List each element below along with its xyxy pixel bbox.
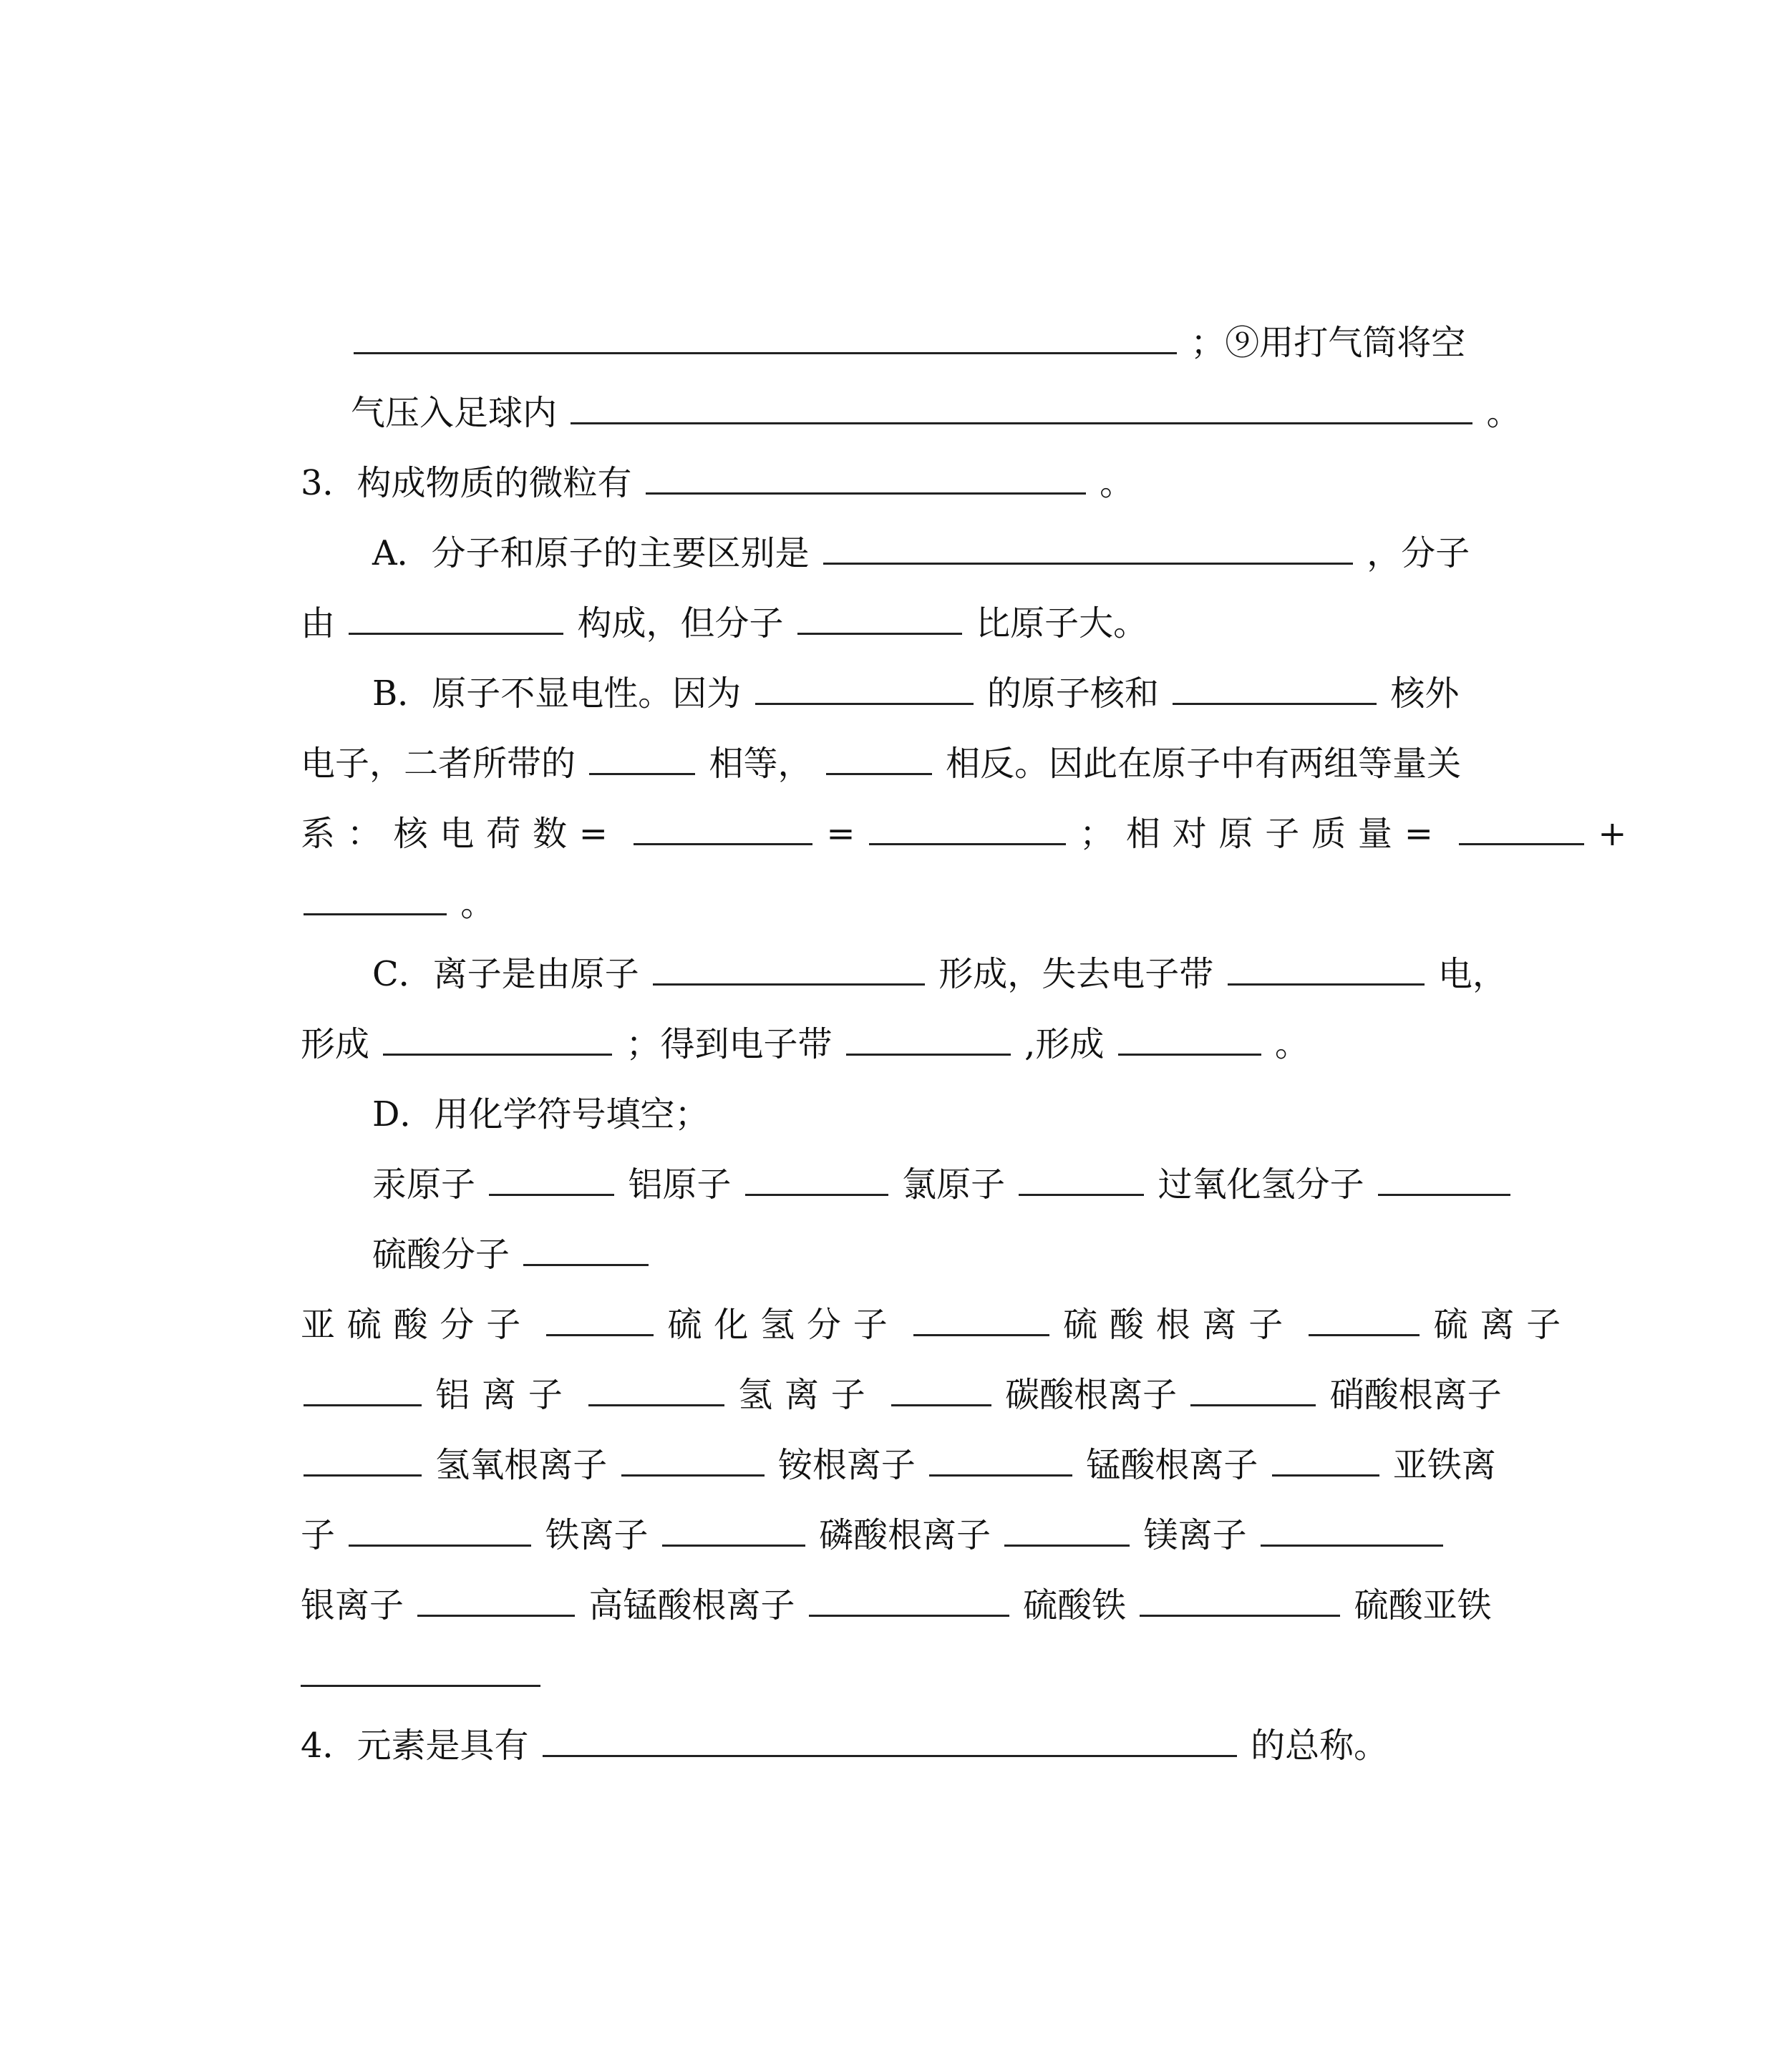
line-2 xyxy=(351,378,1521,448)
answer-blank[interactable] xyxy=(646,490,1086,495)
answer-blank[interactable] xyxy=(869,840,1066,845)
part-d-line-4 xyxy=(301,1360,1502,1430)
line-text: 硫化氢分子 xyxy=(667,1305,900,1345)
line-text: 相等， xyxy=(709,744,812,784)
answer-blank[interactable] xyxy=(913,1331,1049,1336)
line-text: ，分子 xyxy=(1367,533,1470,573)
question-4 xyxy=(301,1711,1388,1781)
answer-blank[interactable] xyxy=(1261,1542,1443,1547)
part-d-line-5 xyxy=(301,1430,1496,1500)
part-c-line-2 xyxy=(301,1009,1309,1079)
answer-blank[interactable] xyxy=(543,1752,1237,1757)
answer-blank[interactable] xyxy=(1190,1401,1316,1406)
answer-blank[interactable] xyxy=(1019,1191,1144,1196)
part-d-line-1 xyxy=(372,1149,1513,1220)
answer-blank[interactable] xyxy=(304,1401,422,1406)
line-text: + xyxy=(1598,814,1627,854)
part-b-line-2 xyxy=(301,729,1461,799)
answer-blank[interactable] xyxy=(662,1542,805,1547)
answer-blank[interactable] xyxy=(1140,1612,1340,1617)
line-text: 。 xyxy=(1100,463,1135,503)
answer-blank[interactable] xyxy=(1459,840,1584,845)
line-text: 锰酸根离子 xyxy=(1086,1445,1258,1485)
answer-blank[interactable] xyxy=(304,910,447,915)
answer-blank[interactable] xyxy=(546,1331,654,1336)
part-b-line-1 xyxy=(372,658,1459,729)
answer-blank[interactable] xyxy=(349,630,563,635)
line-text: ,形成 xyxy=(1024,1024,1105,1064)
line-text: ；⑨用打气筒将空 xyxy=(1190,323,1466,363)
answer-blank[interactable] xyxy=(489,1191,614,1196)
line-text: 电， xyxy=(1437,954,1507,994)
answer-blank[interactable] xyxy=(826,770,932,775)
line-text: 亚铁离 xyxy=(1392,1445,1496,1485)
line-text: 硫离子 xyxy=(1433,1305,1573,1345)
line-text: 硫酸铁 xyxy=(1023,1585,1127,1625)
line-text: 氢离子 xyxy=(738,1375,878,1415)
line-text: 铵根离子 xyxy=(777,1445,916,1485)
answer-blank[interactable] xyxy=(1173,700,1377,705)
answer-blank[interactable] xyxy=(653,981,925,986)
line-text: 亚硫酸分子 xyxy=(301,1305,533,1345)
answer-blank[interactable] xyxy=(571,419,1472,424)
line-text: 核外 xyxy=(1390,673,1460,714)
answer-blank[interactable] xyxy=(1004,1542,1130,1547)
answer-blank[interactable] xyxy=(588,1401,724,1406)
line-text: 比原子大。 xyxy=(976,603,1148,643)
line-text: 铝离子 xyxy=(435,1375,575,1415)
line-text: 。 xyxy=(460,884,495,924)
answer-blank[interactable] xyxy=(634,840,812,845)
line-text: 由 xyxy=(301,603,336,643)
line-text: 汞原子 xyxy=(372,1164,476,1205)
answer-blank[interactable] xyxy=(809,1612,1009,1617)
line-1 xyxy=(351,308,1465,378)
answer-blank[interactable] xyxy=(823,560,1353,565)
line-text: D．用化学符号填空； xyxy=(372,1094,709,1134)
line-text: 构成，但分子 xyxy=(577,603,784,643)
line-text: 。 xyxy=(1486,393,1521,433)
answer-blank[interactable] xyxy=(1309,1331,1420,1336)
line-text: 硝酸根离子 xyxy=(1329,1375,1502,1415)
answer-blank[interactable] xyxy=(929,1472,1072,1477)
line-text: 的原子核和 xyxy=(986,673,1159,714)
part-d-heading xyxy=(372,1079,709,1149)
line-text: 氯原子 xyxy=(902,1164,1006,1205)
answer-blank[interactable] xyxy=(589,770,695,775)
part-d-line-8 xyxy=(301,1640,543,1711)
line-text: B．原子不显电性。因为 xyxy=(372,673,742,714)
question-3 xyxy=(301,448,1134,518)
answer-blank[interactable] xyxy=(1272,1472,1379,1477)
part-d-line-6 xyxy=(301,1500,1446,1570)
part-d-line-7 xyxy=(301,1570,1492,1640)
line-text: 硫酸亚铁 xyxy=(1354,1585,1492,1625)
line-text: 硫酸分子 xyxy=(372,1235,510,1275)
part-b-line-3 xyxy=(301,799,1626,869)
line-text: ；得到电子带 xyxy=(626,1024,833,1064)
answer-blank[interactable] xyxy=(1228,981,1425,986)
answer-blank[interactable] xyxy=(1378,1191,1510,1196)
line-text: 气压入足球内 xyxy=(351,393,558,433)
line-text: 碳酸根离子 xyxy=(1005,1375,1178,1415)
line-text: C．离子是由原子 xyxy=(372,954,639,994)
line-text: 铁离子 xyxy=(545,1515,649,1555)
line-text: 形成 xyxy=(301,1024,370,1064)
part-d-line-3 xyxy=(301,1290,1573,1360)
line-text: 氢氧根离子 xyxy=(435,1445,608,1485)
line-text: 硫酸根离子 xyxy=(1063,1305,1296,1345)
answer-blank[interactable] xyxy=(349,1542,531,1547)
question-text: 4．元素是具有 xyxy=(301,1726,529,1766)
line-text: 铝原子 xyxy=(628,1164,732,1205)
line-text: 相反。因此在原子中有两组等量关 xyxy=(946,744,1462,784)
line-text: 过氧化氢分子 xyxy=(1158,1164,1364,1205)
part-c-line-1 xyxy=(372,939,1507,1009)
answer-blank[interactable] xyxy=(1118,1051,1261,1056)
line-text: 磷酸根离子 xyxy=(819,1515,991,1555)
part-a-line-2 xyxy=(301,588,1147,658)
line-text: 系：核电荷数= xyxy=(301,814,620,854)
answer-blank[interactable] xyxy=(891,1401,991,1406)
line-text: 。 xyxy=(1274,1024,1309,1064)
part-a-line-1 xyxy=(372,518,1470,588)
line-text: = xyxy=(826,814,855,854)
line-text: 形成，失去电子带 xyxy=(938,954,1214,994)
line-text: 高锰酸根离子 xyxy=(588,1585,795,1625)
part-b-line-4 xyxy=(301,869,495,939)
line-text: 电子，二者所带的 xyxy=(301,744,576,784)
answer-blank[interactable] xyxy=(797,630,962,635)
answer-blank[interactable] xyxy=(301,1682,540,1687)
line-text: ；相对原子质量= xyxy=(1079,814,1445,854)
answer-blank[interactable] xyxy=(417,1612,575,1617)
answer-blank[interactable] xyxy=(621,1472,765,1477)
question-text: 3．构成物质的微粒有 xyxy=(301,463,632,503)
line-text: 银离子 xyxy=(301,1585,404,1625)
line-text: 的总称。 xyxy=(1251,1726,1389,1766)
answer-blank[interactable] xyxy=(755,700,974,705)
line-text: A．分子和原子的主要区别是 xyxy=(372,533,810,573)
part-d-line-2 xyxy=(372,1220,651,1290)
answer-blank[interactable] xyxy=(304,1472,422,1477)
line-text: 子 xyxy=(301,1515,336,1555)
answer-blank[interactable] xyxy=(846,1051,1011,1056)
answer-blank[interactable] xyxy=(354,349,1177,354)
line-text: 镁离子 xyxy=(1143,1515,1247,1555)
answer-blank[interactable] xyxy=(523,1261,649,1266)
answer-blank[interactable] xyxy=(745,1191,888,1196)
answer-blank[interactable] xyxy=(383,1051,612,1056)
